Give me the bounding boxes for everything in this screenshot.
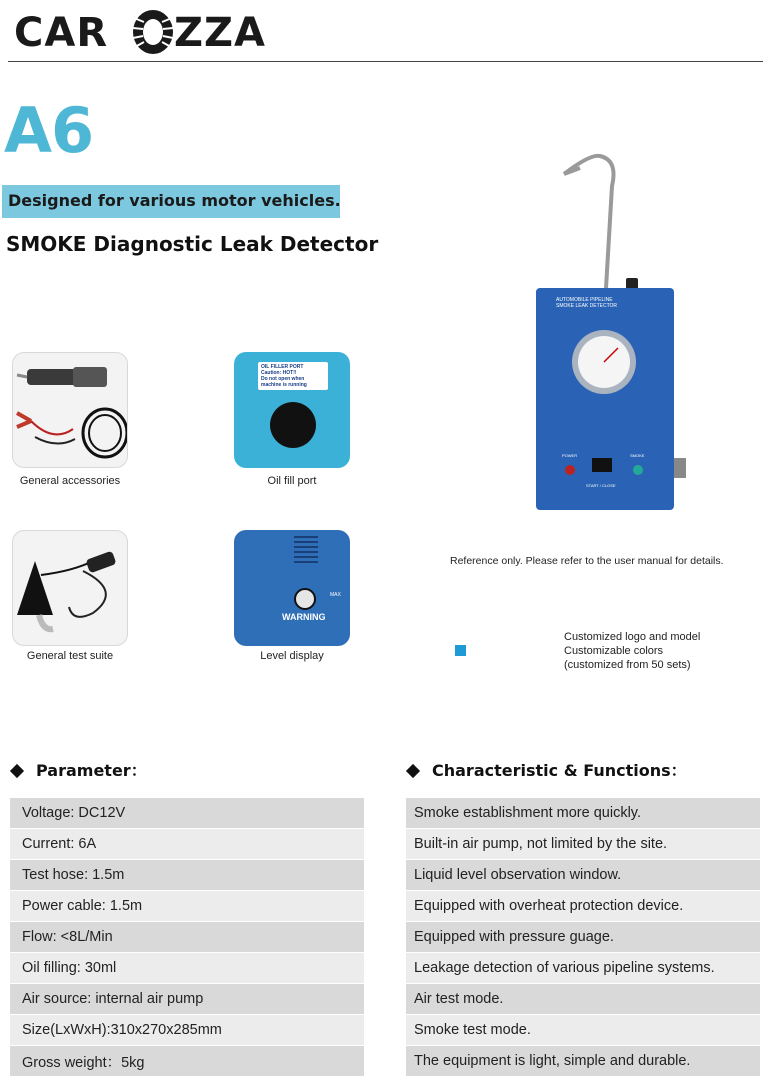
sticker-line-1: OIL FILLER PORT bbox=[261, 364, 304, 370]
machine-label bbox=[556, 297, 617, 309]
parameter-row: Power cable: 1.5m bbox=[10, 891, 364, 922]
parameter-row: Voltage: DC12V bbox=[10, 798, 364, 829]
characteristic-row: Smoke establishment more quickly. bbox=[406, 798, 760, 829]
characteristic-row: Liquid level observation window. bbox=[406, 860, 760, 891]
leak-detector-machine bbox=[530, 148, 700, 516]
brand-logo-left: CAR bbox=[14, 10, 109, 56]
machine-label-line-2: SMOKE LEAK DETECTOR bbox=[556, 303, 618, 309]
diamond-icon bbox=[406, 763, 420, 777]
characteristic-row: The equipment is light, simple and durable. bbox=[406, 1046, 760, 1077]
sticker-line-3: Do not open when bbox=[261, 376, 305, 382]
parameter-row: Air source: internal air pump bbox=[10, 984, 364, 1015]
accessories-image bbox=[12, 352, 128, 468]
tagline-banner bbox=[2, 185, 340, 218]
parameter-heading bbox=[8, 758, 147, 781]
parameter-row: Current: 6A bbox=[10, 829, 364, 860]
product-title: SMOKE Diagnostic Leak Detector bbox=[6, 232, 379, 256]
warning-label: WARNING bbox=[282, 612, 326, 622]
customization-list bbox=[564, 630, 700, 672]
parameter-title: Parameter： bbox=[36, 761, 147, 780]
characteristic-row: Built-in air pump, not limited by the site. bbox=[406, 829, 760, 860]
accessories-caption: General accessories bbox=[19, 475, 121, 487]
level-window-icon bbox=[294, 588, 316, 610]
sticker-line-2: Caution: HOT!! bbox=[261, 370, 297, 376]
parameter-row: Test hose: 1.5m bbox=[10, 860, 364, 891]
reference-note: Reference only. Please refer to the user manual for details. bbox=[450, 555, 724, 567]
customization-line: Customizable colors bbox=[564, 645, 664, 657]
level-display-caption: Level display bbox=[260, 650, 324, 662]
oil-port-sticker bbox=[258, 362, 328, 390]
test-suite-caption: General test suite bbox=[26, 650, 114, 662]
vent-grille bbox=[294, 536, 318, 566]
machine-label-line-1: AUTOMOBILE PIPELINE bbox=[556, 297, 613, 303]
power-label: POWER bbox=[562, 453, 578, 458]
leak-detector-illustration bbox=[530, 148, 700, 516]
level-display-image bbox=[234, 530, 350, 646]
switch-label: START / CLOSE bbox=[586, 483, 616, 488]
diamond-icon bbox=[10, 763, 24, 777]
smoke-label: SMOKE bbox=[630, 453, 645, 458]
characteristics-heading bbox=[404, 758, 687, 781]
customization-line: (customized from 50 sets) bbox=[564, 659, 691, 671]
customization-line: Customized logo and model bbox=[564, 631, 701, 643]
oil-fill-port-caption: Oil fill port bbox=[267, 475, 317, 487]
characteristics-title: Characteristic & Functions： bbox=[432, 761, 687, 780]
characteristic-row: Air test mode. bbox=[406, 984, 760, 1015]
oil-fill-port-image bbox=[234, 352, 350, 468]
accessories-illustration bbox=[13, 353, 128, 468]
tire-icon bbox=[130, 8, 176, 56]
parameter-row: Oil filling: 30ml bbox=[10, 953, 364, 984]
characteristic-row: Equipped with pressure guage. bbox=[406, 922, 760, 953]
tagline: Designed for various motor vehicles. bbox=[8, 191, 341, 210]
oil-cap-icon bbox=[270, 402, 316, 448]
parameter-table bbox=[10, 798, 364, 1077]
header-divider bbox=[8, 61, 763, 62]
max-label: MAX bbox=[330, 592, 341, 598]
sticker-line-4: machine is running bbox=[261, 382, 307, 388]
brand-logo-right: ZZA bbox=[174, 10, 266, 56]
parameter-row: Flow: <8L/Min bbox=[10, 922, 364, 953]
characteristic-row: Smoke test mode. bbox=[406, 1015, 760, 1046]
characteristic-row: Leakage detection of various pipeline systems. bbox=[406, 953, 760, 984]
test-suite-illustration bbox=[13, 531, 128, 646]
characteristic-row: Equipped with overheat protection device. bbox=[406, 891, 760, 922]
brand-logo bbox=[14, 6, 274, 58]
parameter-row: Size(LxWxH):310x270x285mm bbox=[10, 1015, 364, 1046]
parameter-row: Gross weight：5kg bbox=[10, 1046, 364, 1077]
model-number: A6 bbox=[4, 94, 94, 167]
characteristics-table bbox=[406, 798, 760, 1077]
customization-bullet bbox=[455, 645, 466, 656]
test-suite-image bbox=[12, 530, 128, 646]
